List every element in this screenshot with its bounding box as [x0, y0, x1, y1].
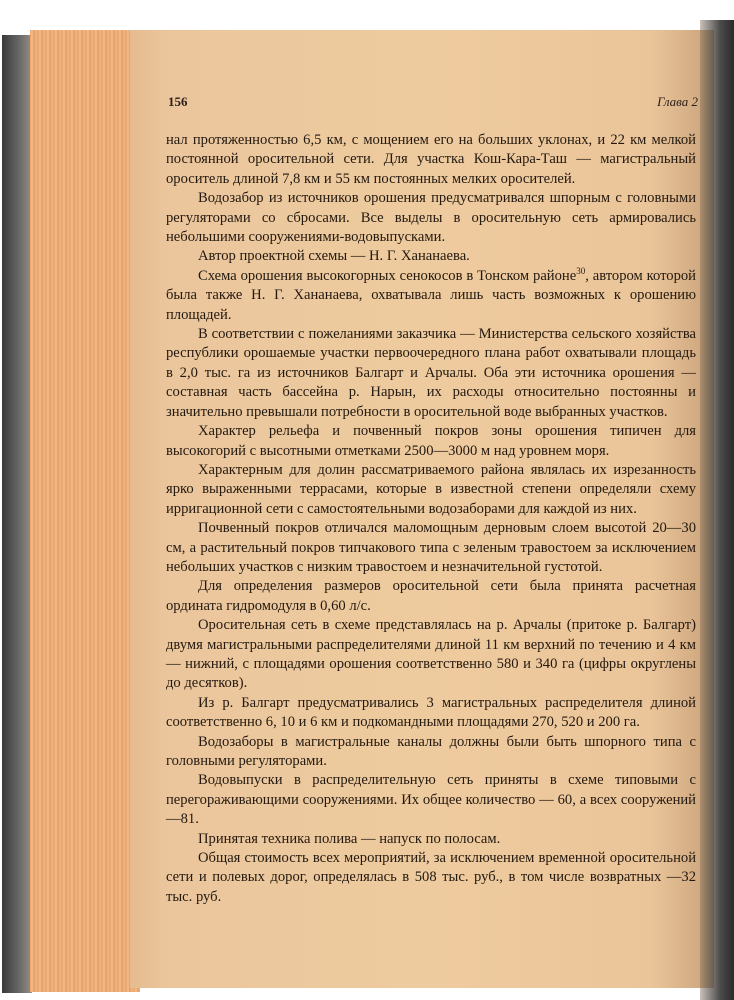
paragraph: Для определения размеров оросительной сети была принята расчетная ордината гидромодуля в 0,60 л/с. — [166, 578, 696, 614]
page-edges — [30, 30, 140, 992]
paragraph: Из р. Балгарт предусматривались 3 магистральных распределителя длиной соответственно 6, 10 и 6 км и подкомандными площадями 270, 520 и 200 га. — [166, 694, 696, 731]
footnote-reference: 30 — [576, 265, 586, 276]
paragraph: Автор проектной схемы — Н. Г. Хананаева. — [198, 248, 470, 265]
running-header — [168, 94, 698, 114]
page-number: 156 — [168, 94, 188, 109]
paragraph: Водозабор из источников орошения предусматривался шпорным с головными регуляторами со сбросами. Все выделы в оросительную сеть армировались небольшими сооружениями-водовыпусками. — [166, 190, 696, 246]
paragraph: В соответствии с пожеланиями заказчика — Министерства сельского хозяйства республики орошаемые участки первоочередного плана работ охватывали площадь в 2,0 тыс. га из источников Балгарт и Арчалы. Оба эти источника орошения — составная часть бассейна р. Нарын, их расходы относительно постоянны и значительно превышали потребности в оросительной воде выбранных участков. — [166, 326, 696, 420]
chapter-title: Глава 2 — [657, 94, 698, 109]
book-spine-shadow — [2, 35, 32, 993]
paragraph-text: , автором которой была также Н. Г. Хананаева, охватывала лишь часть возможных к орошению площадей. — [166, 267, 696, 323]
page-right-shadow — [700, 20, 734, 1000]
paragraph — [166, 267, 696, 325]
paragraph: Водозаборы в магистральные каналы должны были быть шпорного типа с головными регуляторами. — [166, 733, 696, 769]
paragraph: Характер рельефа и почвенный покров зоны орошения типичен для высокогорий с высотными отметками 2500—3000 м над уровнем моря. — [166, 423, 696, 459]
paragraph: нал протяженностью 6,5 км, с мощением его на больших уклонах, и 22 км мелкой постоянной оросительной сети. Для участка Кош-Кара-Таш — магистральный ороситель длиной 7,8 км и 55 км постоянных мелких оросителей. — [166, 132, 696, 187]
paragraph: Характерным для долин рассматриваемого района являлась их изрезанность ярко выраженными террасами, которые в известной степени определяли схему ирригационной сети с самостоятельными водозаборами для каждой из них. — [166, 461, 696, 517]
paragraph: Оросительная сеть в схеме представлялась на р. Арчалы (притоке р. Балгарт) двумя магистральными распределителями длиной 11 км верхний по течению и 4 км — нижний, с площадями орошения соответственно 580 и 340 га (цифры округлены до десятков). — [166, 617, 696, 692]
paragraph: Водовыпуски в распределительную сеть приняты в схеме типовыми с перегораживающими сооружениями. Их общее количество — 60, а всех сооружений —81. — [166, 772, 696, 828]
paragraph-text: Схема орошения высокогорных сенокосов в Тонском районе — [198, 267, 577, 284]
paragraph: Принятая техника полива — напуск по полосам. — [198, 830, 501, 847]
body-text — [166, 131, 696, 907]
paragraph: Общая стоимость всех мероприятий, за исключением временной оросительной сети и полевых дорог, определялась в 508 тыс. руб., в том числе возвратных —32 тыс. руб. — [166, 850, 696, 905]
paragraph: Почвенный покров отличался маломощным дерновым слоем высотой 20—30 см, а растительный покров типчакового типа с зеленым травостоем за исключением небольших участков с низким травостоем и незначительной густотой. — [166, 520, 696, 575]
